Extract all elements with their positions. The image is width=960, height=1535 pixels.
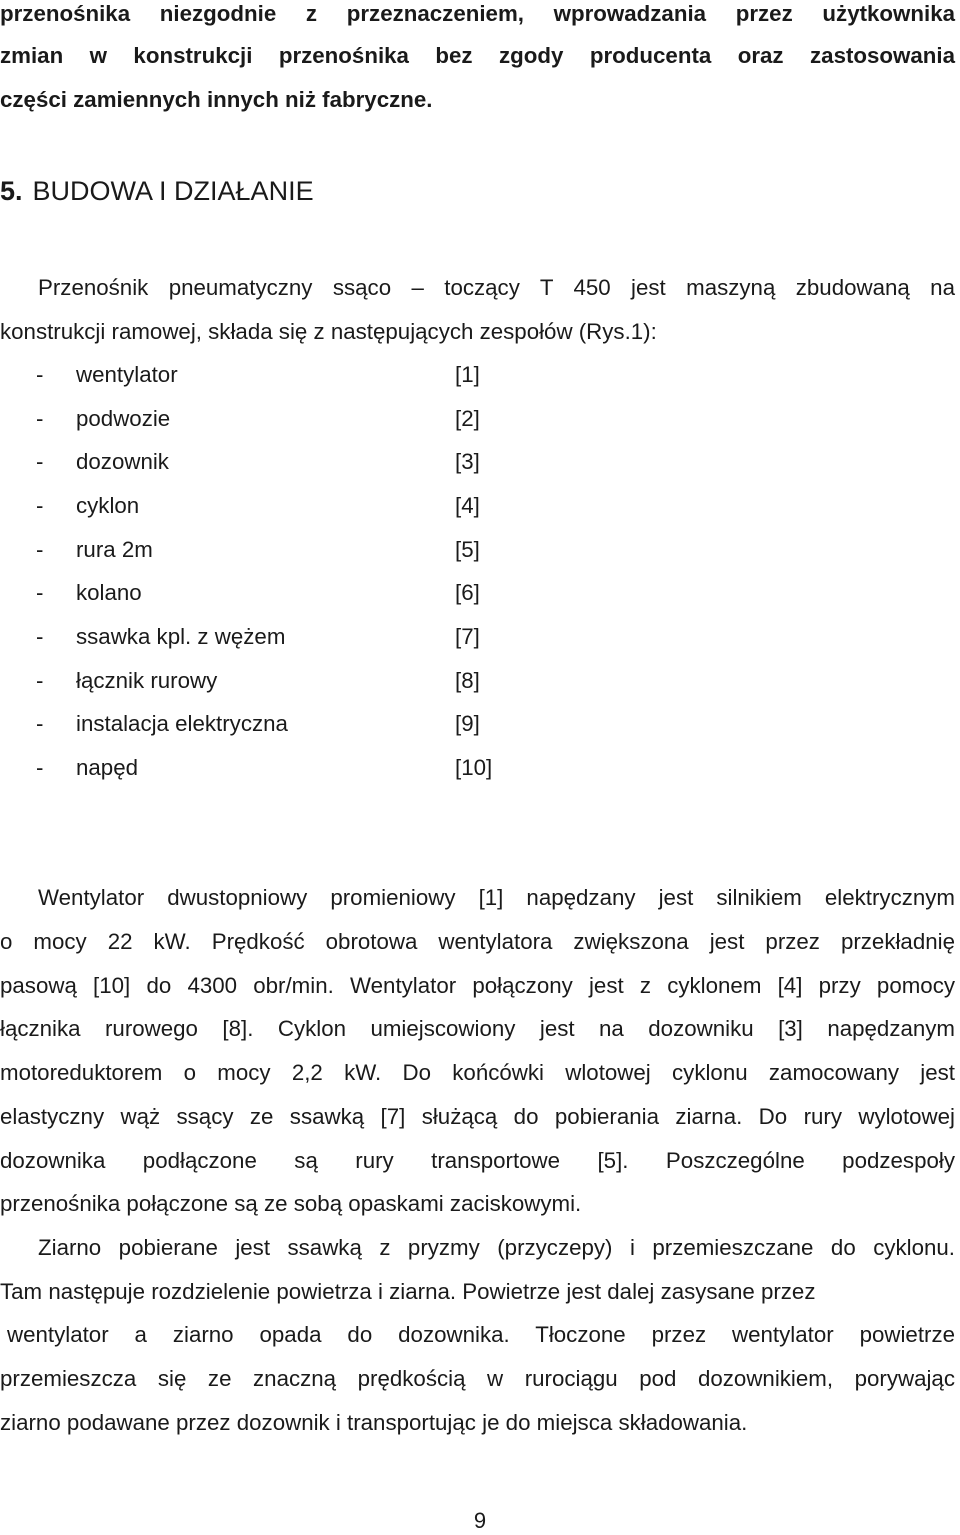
para2-line: Wentylator dwustopniowy promieniowy [1] napędzany jest silnikiem elektrycznym (38, 885, 955, 910)
para3-line: Ziarno pobierane jest ssawką z pryzmy (przyczepy) i przemieszczane do cyklonu. (38, 1235, 955, 1260)
para1-line-1: Przenośnik pneumatyczny ssąco – toczący T 450 jest maszyną zbudowaną na (38, 275, 955, 300)
component-ref: [3] (455, 449, 480, 474)
section-title: BUDOWA I DZIAŁANIE (32, 176, 314, 206)
list-dash: - (36, 406, 44, 431)
component-name: wentylator (76, 362, 178, 387)
list-item (0, 753, 600, 783)
page-number: 9 (473, 1508, 487, 1533)
intro-line-1: przenośnika niezgodnie z przeznaczeniem, wprowadzania przez użytkownika (0, 1, 955, 26)
list-item (0, 709, 600, 739)
component-name: napęd (76, 755, 139, 780)
component-ref: [5] (455, 537, 480, 562)
list-item (0, 622, 600, 652)
para3-line: przemieszcza się ze znaczną prędkością w rurociągu pod dozownikiem, porywając (0, 1366, 955, 1391)
section-number: 5. (0, 176, 23, 206)
component-ref: [8] (455, 668, 480, 693)
para2-line: o mocy 22 kW. Prędkość obrotowa wentylatora zwiększona jest przez przekładnię (0, 929, 955, 954)
component-name: rura 2m (76, 537, 153, 562)
list-item (0, 447, 600, 477)
component-ref: [9] (455, 711, 480, 736)
list-dash: - (36, 711, 44, 736)
component-name: dozownik (76, 449, 169, 474)
para2-line: pasową [10] do 4300 obr/min. Wentylator połączony jest z cyklonem [4] przy pomocy (0, 973, 955, 998)
para3-line: wentylator a ziarno opada do dozownika. Tłoczone przez wentylator powietrze (7, 1322, 955, 1347)
component-name: podwozie (76, 406, 171, 431)
list-item (0, 535, 600, 565)
list-item (0, 491, 600, 521)
component-ref: [4] (455, 493, 480, 518)
intro-line-3: części zamiennych innych niż fabryczne. (0, 87, 433, 112)
component-ref: [1] (455, 362, 480, 387)
component-ref: [6] (455, 580, 480, 605)
para2-line: łącznika rurowego [8]. Cyklon umiejscowiony jest na dozowniku [3] napędzanym (0, 1016, 955, 1041)
list-dash: - (36, 449, 44, 474)
component-name: kolano (76, 580, 142, 605)
para1-line-2: konstrukcji ramowej, składa się z następujących zespołów (Rys.1): (0, 319, 657, 344)
para2-line: elastyczny wąż ssący ze ssawką [7] służącą do pobierania ziarna. Do rury wylotowej (0, 1104, 955, 1129)
intro-line-2: zmian w konstrukcji przenośnika bez zgody producenta oraz zastosowania (0, 43, 955, 68)
list-item (0, 578, 600, 608)
component-name: łącznik rurowy (76, 668, 218, 693)
list-dash: - (36, 668, 44, 693)
para3-line: ziarno podawane przez dozownik i transportując je do miejsca składowania. (0, 1410, 748, 1435)
component-name: cyklon (76, 493, 140, 518)
list-dash: - (36, 755, 44, 780)
section-heading (0, 176, 314, 207)
component-name: ssawka kpl. z wężem (76, 624, 286, 649)
list-dash: - (36, 493, 44, 518)
para2-line: motoreduktorem o mocy 2,2 kW. Do końcówki wlotowej cyklonu zamocowany jest (0, 1060, 955, 1085)
list-item (0, 666, 600, 696)
list-item (0, 404, 600, 434)
component-name: instalacja elektryczna (76, 711, 288, 736)
para2-line: dozownika podłączone są rury transportowe [5]. Poszczególne podzespoły (0, 1148, 955, 1173)
list-dash: - (36, 624, 44, 649)
list-dash: - (36, 537, 44, 562)
list-item (0, 360, 600, 390)
list-dash: - (36, 580, 44, 605)
list-dash: - (36, 362, 44, 387)
component-ref: [2] (455, 406, 480, 431)
para3-line: Tam następuje rozdzielenie powietrza i ziarna. Powietrze jest dalej zasysane przez (0, 1279, 816, 1304)
component-ref: [7] (455, 624, 480, 649)
para2-line: przenośnika połączone są ze sobą opaskami zaciskowymi. (0, 1191, 582, 1216)
component-ref: [10] (455, 755, 493, 780)
